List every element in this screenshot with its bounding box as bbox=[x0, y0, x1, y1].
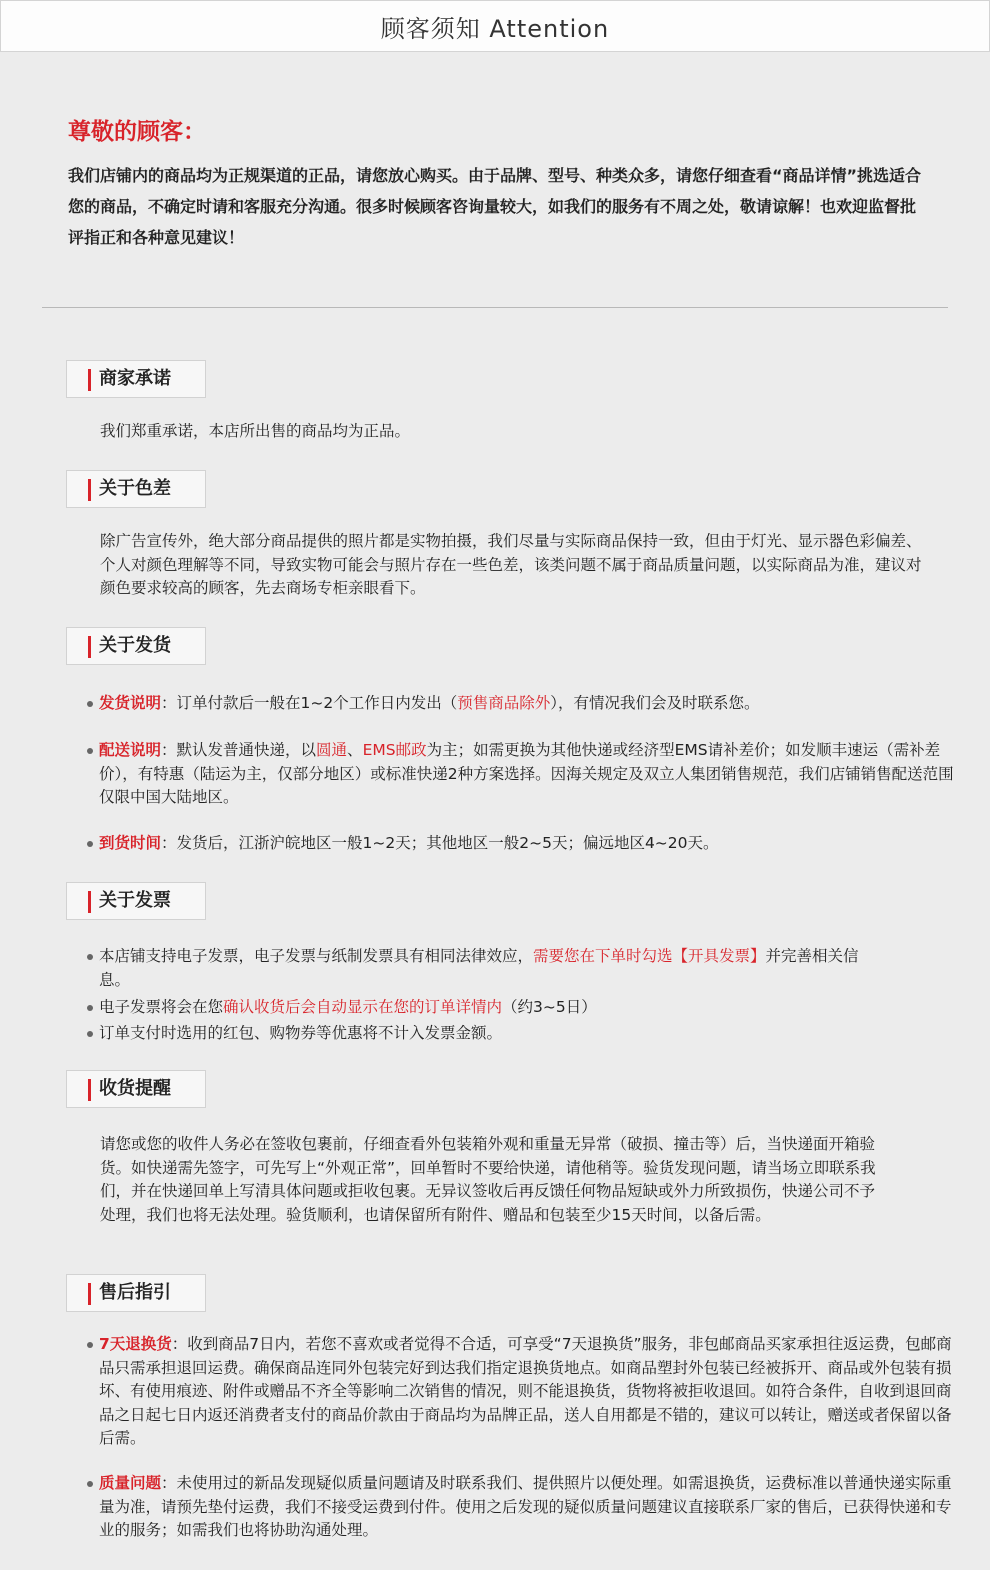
greeting-heading: 尊敬的顾客： bbox=[68, 119, 206, 145]
return-policy bbox=[86, 1333, 966, 1451]
bullet-text: ：未使用过的新品发现疑似质量问题请及时联系我们、提供照片以便处理。如需退换货，运费标准以普通快递实际重量为准，请预先垫付运费，我们不接受运费到付件。使用之后发现的疑似质量问题建议直接联系厂家的售后，已获得快递和专业的服务；如需我们也将协助沟通处理。 bbox=[99, 1474, 952, 1539]
section-title: 售后指引 bbox=[99, 1282, 171, 1303]
section-tab-receipt bbox=[66, 1070, 206, 1108]
highlight-text: 预售商品除外 bbox=[457, 694, 551, 712]
bullet-text: ：订单付款后一般在1~2个工作日内发出（ bbox=[161, 694, 458, 712]
section-title: 关于色差 bbox=[99, 478, 171, 499]
color-text: 除广告宣传外，绝大部分商品提供的照片都是实物拍摄，我们尽量与实际商品保持一致，但由于灯光、显示器色彩偏差、个人对颜色理解等不同，导致实物可能会与照片存在一些色差，该类问题不属于商品质量问题，以实际商品为准，建议对颜色要求较高的顾客，先去商场专柜亲眼看下。 bbox=[100, 532, 922, 597]
bullet-text: 订单支付时选用的红包、购物券等优惠将不计入发票金额。 bbox=[99, 1024, 503, 1042]
bullet-text: ：发货后，江浙沪皖地区一般1~2天；其他地区一般2~5天；偏远地区4~20天。 bbox=[161, 834, 719, 852]
invoice-item bbox=[86, 996, 966, 1020]
accent-bar bbox=[88, 636, 91, 658]
bullet-text: 为主；如需更换为其他快递或经济型EMS请补差价；如发顺丰速运（需补差价），有特惠（陆运为主，仅部分地区）或标准快递2种方案选择。因海关规定及双立人集团销售规范，我们店铺销售配送范围仅限中国大陆地区。 bbox=[99, 741, 954, 806]
receipt-text: 请您或您的收件人务必在签收包裹前，仔细查看外包装箱外观和重量无异常（破损、撞击等）后，当快递面开箱验货。如快递需先签字，可先写上“外观正常”，回单暂时不要给快递，请他稍等。验货发现问题，请当场立即联系我们，并在快递回单上写清具体问题或拒收包裹。无异议签收后再反馈任何物品短缺或外力所致损伤，快递公司不予处理，我们也将无法处理。验货顺利，也请保留所有附件、赠品和包装至少15天时间，以备后需。 bbox=[100, 1135, 876, 1224]
accent-bar bbox=[88, 479, 91, 501]
bullet-label: 质量问题 bbox=[99, 1474, 162, 1492]
section-divider bbox=[42, 307, 948, 308]
highlight-text: 确认收货后会自动显示在您的订单详情内 bbox=[223, 998, 503, 1016]
section-tab-aftersale bbox=[66, 1274, 206, 1312]
section-tab-color bbox=[66, 470, 206, 508]
delivery-note bbox=[86, 739, 966, 810]
highlight-text: EMS邮政 bbox=[362, 741, 427, 759]
section-title: 收货提醒 bbox=[99, 1078, 171, 1099]
section-tab-shipping bbox=[66, 627, 206, 665]
highlight-text: 需要您在下单时勾选【开具发票】 bbox=[533, 947, 766, 965]
highlight-text: 圆通 bbox=[316, 741, 348, 759]
invoice-item bbox=[86, 1022, 966, 1046]
arrival-note bbox=[86, 832, 966, 856]
accent-bar bbox=[88, 891, 91, 913]
bullet-label: 配送说明 bbox=[99, 741, 162, 759]
bullet-label: 到货时间 bbox=[99, 834, 162, 852]
accent-bar bbox=[88, 1283, 91, 1305]
shipping-note bbox=[86, 692, 966, 716]
bullet-text: ：收到商品7日内，若您不喜欢或者觉得不合适，可享受“7天退换货”服务，非包邮商品买家承担往返运费，包邮商品只需承担退回运费。确保商品连同外包装完好到达我们指定退换货地点。如商品塑封外包装已经被拆开、商品或外包装有损坏、有使用痕迹、附件或赠品不齐全等影响二次销售的情况，则不能退换货，货物将被拒收退回。如符合条件，自收到退回商品之日起七日内返还消费者支付的商品价款由于商品均为品牌正品，送人自用都是不错的，建议可以转让，赠送或者保留以备后需。 bbox=[99, 1335, 952, 1447]
section-tab-promise bbox=[66, 360, 206, 398]
bullet-text: 电子发票将会在您 bbox=[99, 998, 224, 1016]
section-title: 商家承诺 bbox=[99, 368, 171, 389]
bullet-label: 发货说明 bbox=[99, 694, 162, 712]
bullet-text: 、 bbox=[347, 741, 363, 759]
bullet-label: 7天退换货 bbox=[99, 1335, 172, 1353]
bullet-text: ：默认发普通快递，以 bbox=[161, 741, 317, 759]
bullet-text: 并完善相关信息。 bbox=[99, 947, 859, 989]
bullet-text: （约3~5日） bbox=[502, 998, 597, 1016]
bullet-text: ），有情况我们会及时联系您。 bbox=[550, 694, 760, 712]
section-title: 关于发货 bbox=[99, 635, 171, 656]
bullet-text: 本店铺支持电子发票，电子发票与纸制发票具有相同法律效应， bbox=[99, 947, 534, 965]
section-title: 关于发票 bbox=[99, 890, 171, 911]
promise-text: 我们郑重承诺，本店所出售的商品均为正品。 bbox=[100, 422, 411, 440]
section-tab-invoice bbox=[66, 882, 206, 920]
intro-paragraph: 我们店铺内的商品均为正规渠道的正品，请您放心购买。由于品牌、型号、种类众多，请您仔细查看“商品详情”挑选适合您的商品，不确定时请和客服充分沟通。很多时候顾客咨询量较大，如我们的服务有不周之处，敬请谅解！也欢迎监督批评指正和各种意见建议！ bbox=[68, 166, 922, 247]
quality-policy bbox=[86, 1472, 966, 1543]
page-title: 顾客须知 Attention bbox=[380, 14, 610, 43]
accent-bar bbox=[88, 1079, 91, 1101]
accent-bar bbox=[88, 369, 91, 391]
invoice-item bbox=[86, 945, 866, 992]
page-header bbox=[0, 0, 990, 52]
